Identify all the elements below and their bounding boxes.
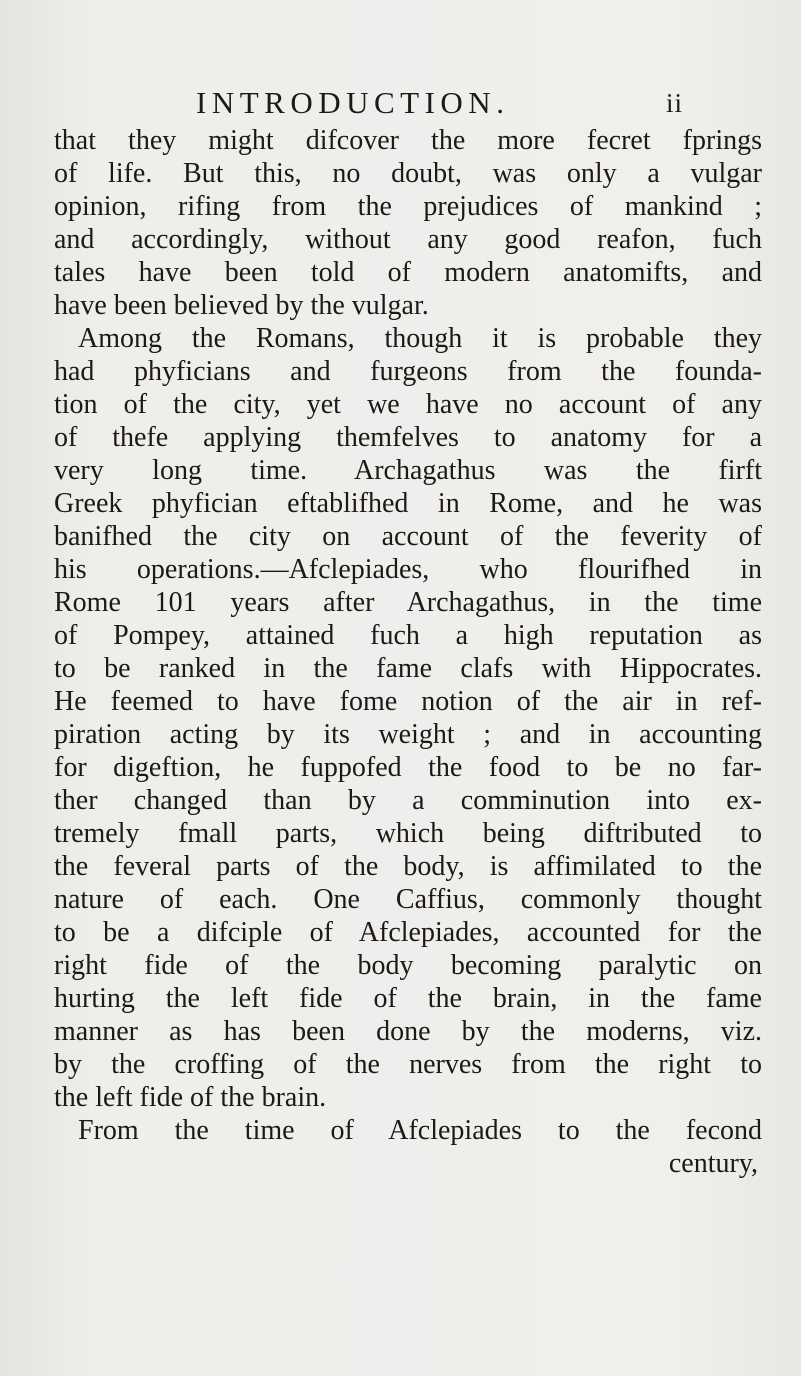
text-line: He feemed to have fome notion of the air in ref- [54, 686, 762, 717]
text-line: his operations.—Afclepiades, who flourifhed in [54, 554, 762, 585]
text-line: manner as has been done by the moderns, viz. [54, 1016, 762, 1047]
text-line: Rome 101 years after Archagathus, in the time [54, 587, 762, 618]
text-line: had phyficians and furgeons from the founda- [54, 356, 762, 387]
text-line: hurting the left fide of the brain, in the fame [54, 983, 762, 1014]
text-line: tremely fmall parts, which being diftributed to [54, 818, 762, 849]
text-line: to be a difciple of Afclepiades, accounted for the [54, 917, 762, 948]
text-line: opinion, rifing from the prejudices of mankind ; [54, 191, 762, 222]
text-line: ther changed than by a comminution into ex- [54, 785, 762, 816]
text-line: have been believed by the vulgar. [54, 290, 429, 321]
text-line: Greek phyfician eftablifhed in Rome, and he was [54, 488, 762, 519]
text-line: tales have been told of modern anatomifts, and [54, 257, 762, 288]
text-line: right fide of the body becoming paralytic on [54, 950, 762, 981]
text-line: the left fide of the brain. [54, 1082, 327, 1113]
text-line: the feveral parts of the body, is affimilated to the [54, 851, 762, 882]
text-line: of Pompey, attained fuch a high reputation as [54, 620, 762, 651]
text-line: of thefe applying themfelves to anatomy for a [54, 422, 762, 453]
text-line: tion of the city, yet we have no account of any [54, 389, 762, 420]
body-text [54, 124, 762, 1180]
running-header [196, 86, 756, 120]
catchword: century, [668, 1148, 758, 1179]
text-line: Among the Romans, though it is probable they [78, 323, 762, 354]
page-number: ii [666, 88, 684, 118]
text-line: of life. But this, no doubt, was only a vulgar [54, 158, 762, 189]
text-line: nature of each. One Caffius, commonly thought [54, 884, 762, 915]
text-line: by the croffing of the nerves from the right to [54, 1049, 762, 1080]
text-line: that they might difcover the more fecret fprings [54, 125, 762, 156]
text-line: banifhed the city on account of the feverity of [54, 521, 762, 552]
text-line: From the time of Afclepiades to the fecond [78, 1115, 762, 1146]
text-line: piration acting by its weight ; and in accounting [54, 719, 762, 750]
text-line: very long time. Archagathus was the firft [54, 455, 762, 486]
text-line: and accordingly, without any good reafon, fuch [54, 224, 762, 255]
text-line: to be ranked in the fame clafs with Hippocrates. [54, 653, 762, 684]
running-title: INTRODUCTION. [196, 85, 510, 120]
text-line: for digeftion, he fuppofed the food to be no far- [54, 752, 762, 783]
